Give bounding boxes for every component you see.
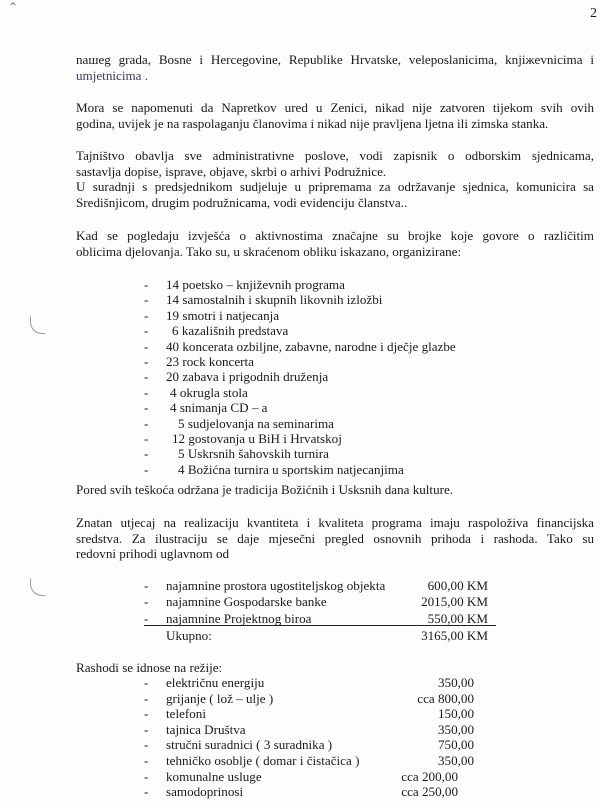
expenses-intro: [76, 660, 594, 676]
total-rule: [144, 625, 496, 626]
text-line: Kad se pogledaju izvješća o aktivnostima značajne su brojke koje govore o različitim: [76, 228, 594, 243]
expense-row: - komunalne usluge cca 200,00: [144, 768, 458, 784]
text-line: godina, uvijek je na raspolaganju članovima i nikad nije pravljena ljetna ili zimska stanka.: [76, 115, 549, 131]
list-item: - 20 zabava i prigodnih druženja: [144, 369, 329, 385]
paragraph-tradition: [76, 482, 594, 498]
expense-row: - samodoprinosi cca 250,00: [144, 784, 458, 800]
list-item: - 5 sudjelovanja na seminarima: [144, 415, 334, 431]
expenses-table: [144, 675, 474, 800]
paragraph-reports: [76, 228, 594, 259]
text-line: naшeg grada, Bosne i Hercegovine, Republike Hrvatske, veleposlanicima, knjiжevnicima i: [76, 52, 594, 67]
expense-row: - tajnica Društva 350,00: [144, 721, 474, 737]
expense-row: - električnu energiju 350,00: [144, 675, 474, 690]
income-total-row: Ukupno: 3165,00 KM: [166, 627, 488, 643]
text-line: Središnjicom, drugim podružnicama, vodi evidenciju članstva..: [76, 194, 408, 210]
paragraph-secretariat: [76, 148, 594, 210]
income-row: - najamnine Projektnog biroa 550,00 KM: [144, 610, 488, 626]
text-line: oblicima djelovanja. Tako su, u skraćenom obliku iskazano, organizirane:: [76, 243, 462, 259]
list-item: - 14 poetsko – književnih programa: [144, 277, 345, 292]
punch-hole-mark-icon: [30, 578, 45, 596]
paragraph-office: [76, 100, 594, 131]
list-item: - 4 okrugla stola: [144, 384, 248, 400]
expense-row: - grijanje ( lož – ulje ) cca 800,00: [144, 690, 474, 706]
corner-mark-icon: ⌃: [8, 0, 19, 14]
income-row: - najamnine prostora ugostiteljskog objekta 600,00 KM: [144, 578, 488, 593]
income-row: - najamnine Gospodarske banke 2015,00 KM: [144, 594, 488, 610]
list-item: - 5 Uskrsnih šahovskih turnira: [144, 446, 329, 462]
paragraph-intro: [76, 52, 594, 83]
text-line: redovni prihodi uglavnom od: [76, 546, 230, 562]
list-item: - 12 gostovanja u BiH i Hrvatskoj: [144, 430, 342, 446]
text-line: U suradnji s predsjednikom sudjeluje u pripremama za održavanje sjednica, komunicira sa: [76, 179, 594, 195]
text-line: Pored svih teškoća održana je tradicija Božićnih i Usksnih dana kulture.: [76, 482, 454, 497]
income-table: [144, 578, 496, 644]
text-line: sastavlja dopise, isprave, objave, skrbi o arhivi Podružnice.: [76, 163, 387, 179]
punch-hole-mark-icon: [30, 316, 45, 334]
list-item: - 40 koncerata ozbiljne, zabavne, narodne i dječje glazbe: [144, 338, 456, 354]
list-item: - 4 Božićna turnira u sportskim natjecanjima: [144, 461, 404, 477]
list-item: - 4 snimanja CD – a: [144, 400, 268, 416]
text-line: Tajništvo obavlja sve administrativne poslove, vodi zapisnik o odborskim sjednicama,: [76, 148, 594, 163]
activities-list: [144, 277, 584, 477]
text-line: sredstva. Za ilustraciju se daje mjesečni pregled osnovnih prihoda i rashoda. Tako su: [76, 530, 594, 546]
list-item: - 19 smotri i natjecanja: [144, 307, 280, 323]
list-item: - 6 kazališnih predstava: [144, 323, 289, 339]
expense-row: - stručni suradnici ( 3 suradnika ) 750,00: [144, 737, 474, 753]
text-line: umjetnicima .: [76, 67, 148, 83]
text-line: Mora se napomenuti da Napretkov ured u Zenici, nikad nije zatvoren tijekom svih ovih: [76, 100, 594, 115]
list-item: - 14 samostalnih i skupnih likovnih izložbi: [144, 292, 383, 308]
list-item: - 23 rock koncerta: [144, 353, 254, 369]
text-line: Znatan utjecaj na realizaciju kvantiteta i kvaliteta programa imaju raspoloživa financijska: [76, 515, 594, 530]
text-line: Rashodi se idnose na režije:: [76, 660, 223, 675]
paragraph-funding: [76, 515, 594, 562]
page-number: 2: [590, 6, 597, 21]
expense-row: - telefoni 150,00: [144, 706, 474, 722]
expense-row: - tehničko osoblje ( domar i čistačica ) 350,00: [144, 752, 474, 768]
